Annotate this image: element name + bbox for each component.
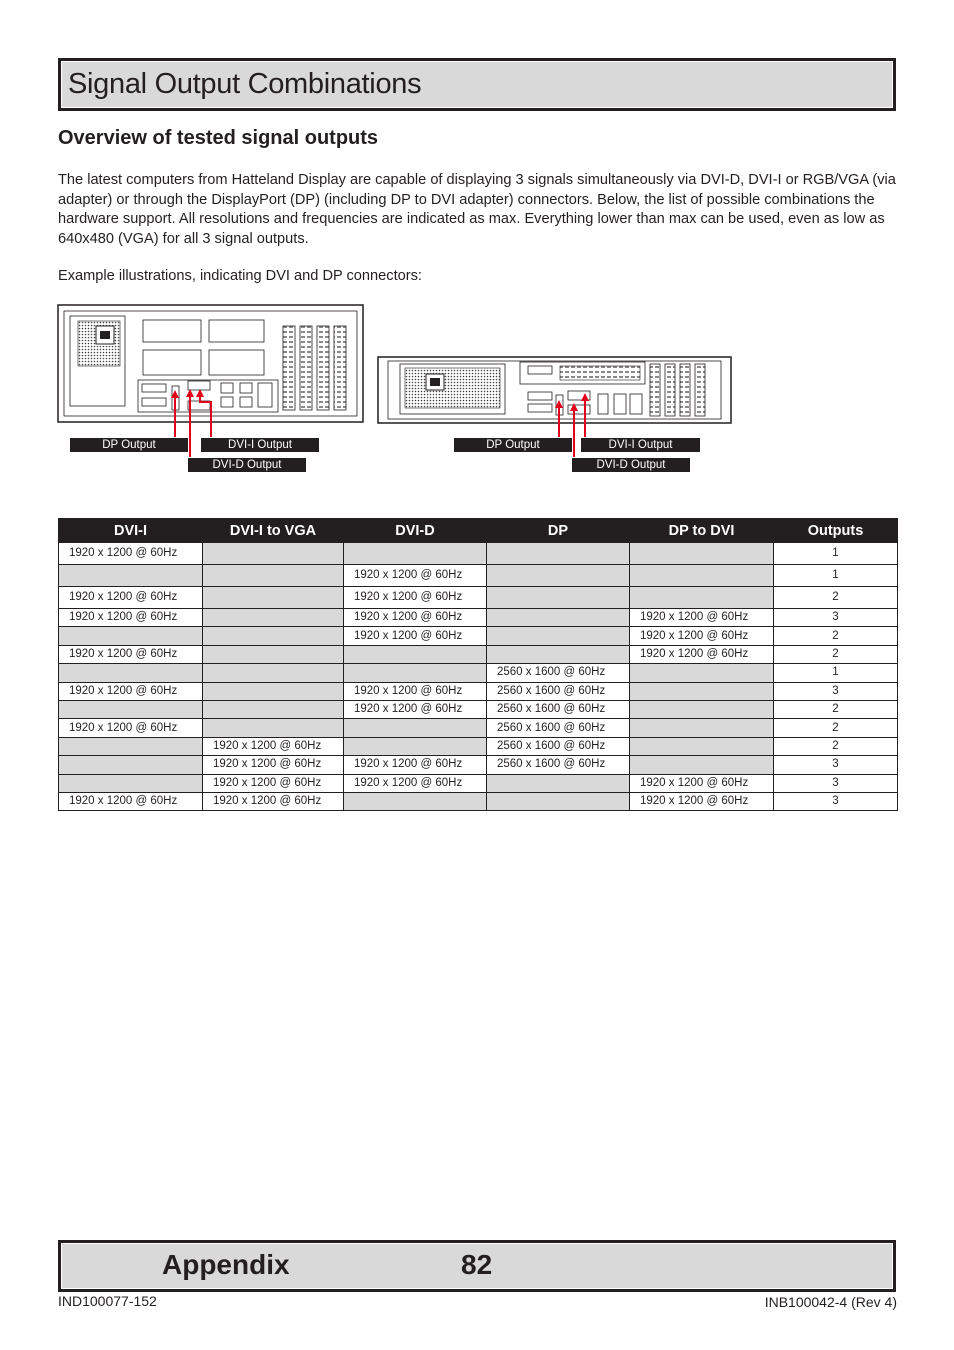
table-cell: 1920 x 1200 @ 60Hz [344,682,487,700]
table-row [59,645,898,663]
table-cell [203,587,344,609]
table-cell: 1920 x 1200 @ 60Hz [59,792,203,810]
table-cell [59,664,203,682]
footer-bar [58,1240,896,1292]
table-cell: 1920 x 1200 @ 60Hz [59,587,203,609]
table-cell [344,719,487,737]
table-cell [487,587,630,609]
page-title-bar [58,58,896,111]
column-header-dvi-i-to-vga: DVI-I to VGA [203,519,344,543]
table-cell [344,792,487,810]
table-cell: 2560 x 1600 @ 60Hz [487,682,630,700]
table-cell: 1920 x 1200 @ 60Hz [59,682,203,700]
table-cell: 1920 x 1200 @ 60Hz [344,587,487,609]
table-cell [203,664,344,682]
table-cell: 1920 x 1200 @ 60Hz [630,792,774,810]
table-row [59,543,898,565]
outputs-cell: 3 [774,609,898,627]
table-cell [344,543,487,565]
table-cell [630,543,774,565]
table-cell: 1920 x 1200 @ 60Hz [344,609,487,627]
table-cell: 1920 x 1200 @ 60Hz [630,774,774,792]
table-cell [630,737,774,755]
table-cell [487,565,630,587]
table-row [59,719,898,737]
table-cell: 1920 x 1200 @ 60Hz [630,627,774,645]
left-dp-output-label: DP Output [70,438,188,452]
outputs-cell: 2 [774,627,898,645]
left-dvi-i-output-label: DVI-I Output [201,438,319,452]
table-cell: 1920 x 1200 @ 60Hz [59,645,203,663]
page-title: Signal Output Combinations [68,68,422,100]
table-cell [630,719,774,737]
table-cell [203,565,344,587]
table-cell [203,719,344,737]
outputs-cell: 3 [774,792,898,810]
outputs-cell: 2 [774,737,898,755]
left-chassis [58,305,363,422]
example-caption: Example illustrations, indicating DVI and DP connectors: [58,268,422,284]
table-cell [487,645,630,663]
table-cell [59,737,203,755]
table-cell [59,774,203,792]
table-row [59,587,898,609]
table-row [59,609,898,627]
table-cell: 1920 x 1200 @ 60Hz [203,737,344,755]
table-row [59,664,898,682]
table-cell [203,627,344,645]
table-cell [630,756,774,774]
table-cell: 1920 x 1200 @ 60Hz [344,565,487,587]
outputs-cell: 1 [774,664,898,682]
outputs-cell: 1 [774,565,898,587]
table-cell: 2560 x 1600 @ 60Hz [487,756,630,774]
table-cell [630,700,774,718]
table-cell [630,682,774,700]
table-cell [344,737,487,755]
right-dvi-d-output-label: DVI-D Output [572,458,690,472]
document-id-right: INB100042-4 (Rev 4) [764,1294,897,1310]
left-arrows [175,393,211,457]
table-cell [487,543,630,565]
table-cell: 1920 x 1200 @ 60Hz [344,700,487,718]
table-cell [203,609,344,627]
document-id-left: IND100077-152 [58,1293,157,1309]
table-row [59,682,898,700]
table-cell [630,664,774,682]
outputs-cell: 2 [774,700,898,718]
right-arrows [559,397,585,457]
left-dvi-d-output-label: DVI-D Output [188,458,306,472]
right-dp-output-label: DP Output [454,438,572,452]
table-cell [203,645,344,663]
table-cell: 2560 x 1600 @ 60Hz [487,664,630,682]
column-header-outputs: Outputs [774,519,898,543]
table-cell: 1920 x 1200 @ 60Hz [344,627,487,645]
signal-combination-table [58,518,898,811]
column-header-dvi-d: DVI-D [344,519,487,543]
table-cell [59,756,203,774]
table-cell [487,792,630,810]
outputs-cell: 3 [774,756,898,774]
table-cell [344,645,487,663]
table-row [59,737,898,755]
table-cell: 2560 x 1600 @ 60Hz [487,737,630,755]
table-cell: 1920 x 1200 @ 60Hz [344,774,487,792]
right-chassis [378,357,731,423]
table-cell: 2560 x 1600 @ 60Hz [487,719,630,737]
table-cell: 1920 x 1200 @ 60Hz [203,756,344,774]
column-header-dp-to-dvi: DP to DVI [630,519,774,543]
table-cell [344,664,487,682]
table-row [59,565,898,587]
table-row [59,700,898,718]
outputs-cell: 2 [774,587,898,609]
table-row [59,792,898,810]
table-row [59,774,898,792]
table-cell: 1920 x 1200 @ 60Hz [59,719,203,737]
table-cell [487,609,630,627]
table-cell [203,700,344,718]
table-cell [630,565,774,587]
table-cell: 1920 x 1200 @ 60Hz [203,774,344,792]
table-cell: 1920 x 1200 @ 60Hz [344,756,487,774]
table-cell [59,700,203,718]
outputs-cell: 3 [774,774,898,792]
section-heading: Overview of tested signal outputs [58,127,379,149]
table-cell [487,627,630,645]
table-cell: 1920 x 1200 @ 60Hz [203,792,344,810]
table-row [59,627,898,645]
table-cell: 1920 x 1200 @ 60Hz [630,609,774,627]
column-header-dvi-i: DVI-I [59,519,203,543]
intro-paragraph: The latest computers from Hatteland Display are capable of displaying 3 signals simultaneously via DVI-D, DVI-I or RGB/VGA (via adapter) or through the DisplayPort (DP) (including DP to DVI adapter) connectors. Below, the list of possible combinations the hardware support. All resolutions and frequencies are indicated as max. Everything lower than max can be used, even as low as 640x480 (VGA) for all 3 signal outputs. [58,172,896,247]
table-body [59,543,898,811]
table-cell [630,587,774,609]
table-row [59,756,898,774]
page-number: 82 [461,1249,493,1280]
footer-section-name: Appendix [162,1249,290,1280]
table-cell [203,682,344,700]
column-header-dp: DP [487,519,630,543]
outputs-cell: 2 [774,645,898,663]
table-cell: 1920 x 1200 @ 60Hz [59,609,203,627]
table-header-row [59,519,898,543]
table-cell: 1920 x 1200 @ 60Hz [630,645,774,663]
table-cell [59,627,203,645]
table-cell: 1920 x 1200 @ 60Hz [59,543,203,565]
table-cell [59,565,203,587]
table-cell [487,774,630,792]
outputs-cell: 3 [774,682,898,700]
table-cell [203,543,344,565]
outputs-cell: 1 [774,543,898,565]
table-cell: 2560 x 1600 @ 60Hz [487,700,630,718]
outputs-cell: 2 [774,719,898,737]
right-dvi-i-output-label: DVI-I Output [581,438,700,452]
